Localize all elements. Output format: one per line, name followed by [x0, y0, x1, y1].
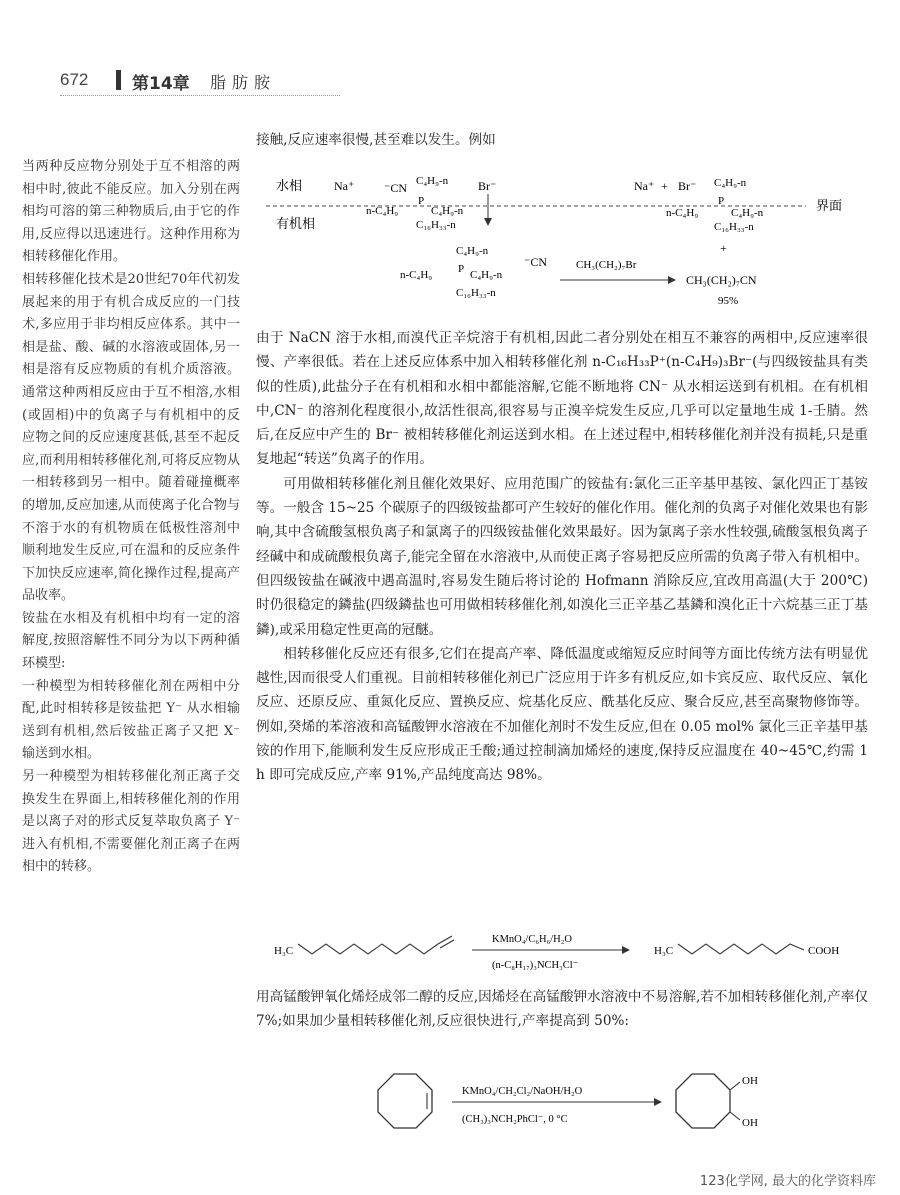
c4h9-bottom-top: C₄H₉-n: [456, 245, 489, 257]
intro-line: 接触,反应速率很慢,甚至难以发生。例如: [256, 132, 496, 148]
plus-sign-right: +: [720, 241, 727, 255]
interface-label: 界面: [816, 198, 843, 213]
reagent-top-3: KMnO₄/CH₂Cl₂/NaOH/H₂O: [462, 1086, 583, 1097]
reaction-arrowhead-2: [622, 946, 630, 954]
paragraph-1: 由于 NaCN 溶于水相,而溴代正辛烷溶于有机相,因此二者分别处在相互不兼容的两相中,反应速率很慢、产率很低。若在上述反应体系中加入相转移催化剂 n-C₁₆H₃₃P⁺(n-C₄H₉)₃Br⁻(与四级铵盐具有类似的性质),此盐分子在有机相和水相中都能溶解,它能不断地将 CN⁻ 从水相运送到有机相。在有机相中,CN⁻ 的溶剂化程度很小,故活性很高,很容易与正溴辛烷发生反应,几乎可以定量地生成 1-壬腈。然后,在反应中产生的 Br⁻ 被相转移催化剂运送到水相。在上述过程中,相转移催化剂并没有损耗,只是重复地起“转送”负离子的作用。: [256, 330, 868, 468]
reaction-arrowhead-3: [654, 1098, 662, 1106]
c16-chain: C₁₆H₃₃-n: [416, 219, 456, 231]
header-rule: [60, 95, 340, 96]
c16-chain-right: C₁₆H₃₃-n: [714, 221, 754, 233]
phosphorus: P: [418, 195, 425, 207]
sidebar-paragraph: 当两种反应物分别处于互不相溶的两相中时,彼此不能反应。加入分别在两相均可溶的第三种物质后,由于它的作用,反应得以迅速进行。这种作用称为相转移催化作用。: [22, 159, 240, 265]
nc4h9-left: n-C₄H₉: [366, 205, 399, 217]
reagent-bottom-3: (CH₃)₃NCH₂PhCl⁻, 0 °C: [462, 1114, 568, 1125]
page-header: [20, 68, 880, 96]
methyl-label-product: H₃C: [654, 945, 674, 957]
phase-transfer-scheme: [256, 160, 868, 320]
chapter-title: 脂肪胺: [210, 73, 277, 92]
nc4h9-left-right: n-C₄H₉: [666, 207, 699, 219]
cyclooctene-scheme: [256, 1062, 868, 1158]
reagent-top-2: KMnO₄/C₆H₆/H₂O: [492, 934, 572, 945]
c4h9-top-right: C₄H₉-n: [714, 177, 747, 189]
phosphorus-bottom: P: [458, 263, 465, 275]
decene-chain: [298, 936, 452, 954]
chapter-label: 第14章: [132, 74, 190, 94]
c4h9-top: C₄H₉-n: [416, 175, 449, 187]
reagent-octylbromide: CH₃(CH₂)₇Br: [576, 259, 637, 271]
c16-bottom: C₁₆H₃₃-n: [456, 287, 496, 299]
phosphorus-right: P: [718, 195, 725, 207]
paragraph-2: 可用做相转移催化剂且催化效果好、应用范围广的铵盐有:氯化三正辛基甲基铵、氯化四正丁基铵等。一般含 15~25 个碳原子的四级铵盐都可产生较好的催化作用。催化剂的负离子对催化效果也有影响,其中含硫酸氢根负离子和氯离子的四级铵盐催化效果最好。因为氯离子亲水性较强,硫酸氢根负离子经碱中和成硫酸根负离子,能完全留在水溶液中,从而使正离子容易把反应所需的负离子带入有机相中。但四级铵盐在碱液中遇高温时,容易发生随后将讨论的 Hofmann 消除反应,宜改用高温(大于 200℃)时仍很稳定的鏻盐(四级鏻盐也可用做相转移催化剂,如溴化三正辛基乙基鏻和溴化正十六烷基三正丁基鏻),或采用稳定性更高的冠醚。: [256, 475, 868, 638]
water-phase-label: 水相: [276, 178, 303, 193]
sidebar-paragraph: 另一种模型为相转移催化剂正离子交换发生在界面上,相转移催化剂的作用是以离子对的形式反复萃取负离子 Y⁻ 进入有机相,不需要催化剂正离子在两相中的转移。: [22, 769, 240, 875]
intro-text: [256, 128, 868, 152]
paragraph-3: 相转移催化反应还有很多,它们在提高产率、降低温度或缩短反应时间等方面比传统方法有明显优越性,因而很受人们重视。目前相转移催化剂已广泛应用于许多有机反应,如卡宾反应、取代反应、氧化反应、还原反应、重氮化反应、置换反应、烷基化反应、酰基化反应、聚合反应,甚至高聚物修饰等。例如,癸烯的苯溶液和高锰酸钾水溶液在不加催化剂时不发生反应,但在 0.05 mol% 氯化三正辛基甲基铵的作用下,能顺利发生反应形成正壬酸;通过控制滴加烯烃的速度,保持反应温度在 40~45℃,约需 1 h 即可完成反应,产率 91%,产品纯度高达 98%。: [256, 645, 868, 784]
na-ion-right: Na⁺: [634, 179, 655, 193]
oh-bond-1: [730, 1082, 740, 1090]
plus-sign: +: [661, 179, 668, 193]
sidebar-paragraph: 铵盐在水相及有机相中均有一定的溶解度,按照溶解性不同分为以下两种循环模型:: [22, 610, 240, 672]
c4h9-right-right: C₄H₉-n: [731, 207, 764, 219]
acid-chain: [678, 944, 804, 954]
methyl-label: H₃C: [274, 945, 294, 957]
sidebar-paragraph: 相转移催化技术是20世纪70年代初发展起来的用于有机合成反应的一门技术,多应用于非均相反应体系。其中一相是盐、酸、碱的水溶液或固体,另一相是溶有反应物质的有机介质溶液。通常这种两相反应由于互不相溶,水相(或固相)中的负离子与有机相中的反应物之间的反应速度甚低,甚至不起反应,而利用相转移催化剂,可将反应物从一相转移到另一相中。随着碰撞概率的增加,反应加速,从而使离子化合物与不溶于水的有机物质在低极性溶剂中顺利地发生反应,可在温和的反应条件下加快反应速率,简化操作过程,提高产品收率。: [22, 271, 240, 604]
header-bar: [116, 70, 121, 90]
down-arrowhead: [484, 218, 492, 226]
main-text-1: [256, 326, 868, 788]
c4h9-bottom-right: C₄H₉-n: [470, 269, 503, 281]
br-ion: Br⁻: [478, 179, 497, 193]
hydroxyl-1: OH: [742, 1075, 758, 1087]
organic-phase-label: 有机相: [276, 216, 316, 231]
decene-oxidation-scheme: [256, 920, 868, 980]
paragraph-4: 用高锰酸钾氧化烯烃成邻二醇的反应,因烯烃在高锰酸钾水溶液中不易溶解,若不加相转移催化剂,产率仅 7%;如果加少量相转移催化剂,反应很快进行,产率提高到 50%:: [256, 989, 868, 1030]
product-nitrile: CH₃(CH₂)₇CN: [686, 273, 757, 287]
sidebar-paragraph: 一种模型为相转移催化剂在两相中分配,此时相转移是铵盐把 Y⁻ 从水相输送到有机相,然后铵盐正离子又把 X⁻ 输送到水相。: [22, 678, 240, 762]
cn-ion: ⁻CN: [384, 181, 408, 195]
reagent-bottom-2: (n-C₈H₁₇)₃NCH₃Cl⁻: [492, 960, 579, 971]
reaction-arrowhead-1: [668, 276, 676, 284]
cyclooctene-ring: [378, 1074, 432, 1128]
cyclooctanediol-ring: [676, 1074, 730, 1128]
oh-bond-2: [730, 1112, 740, 1120]
sidebar-notes: [22, 156, 240, 879]
hydroxyl-2: OH: [742, 1117, 758, 1129]
c4h9-right: C₄H₉-n: [431, 205, 464, 217]
br-ion-right: Br⁻: [678, 179, 697, 193]
yield-label: 95%: [718, 295, 739, 307]
na-ion: Na⁺: [334, 179, 355, 193]
main-text-2: [256, 985, 868, 1034]
carboxyl-label: COOH: [808, 945, 840, 957]
page-number: 672: [60, 70, 89, 89]
watermark: 123化学网, 最大的化学资料库: [699, 1174, 876, 1189]
nc4h9-bottom: n-C₄H₉: [400, 269, 433, 281]
cn-bottom: ⁻CN: [524, 255, 548, 269]
